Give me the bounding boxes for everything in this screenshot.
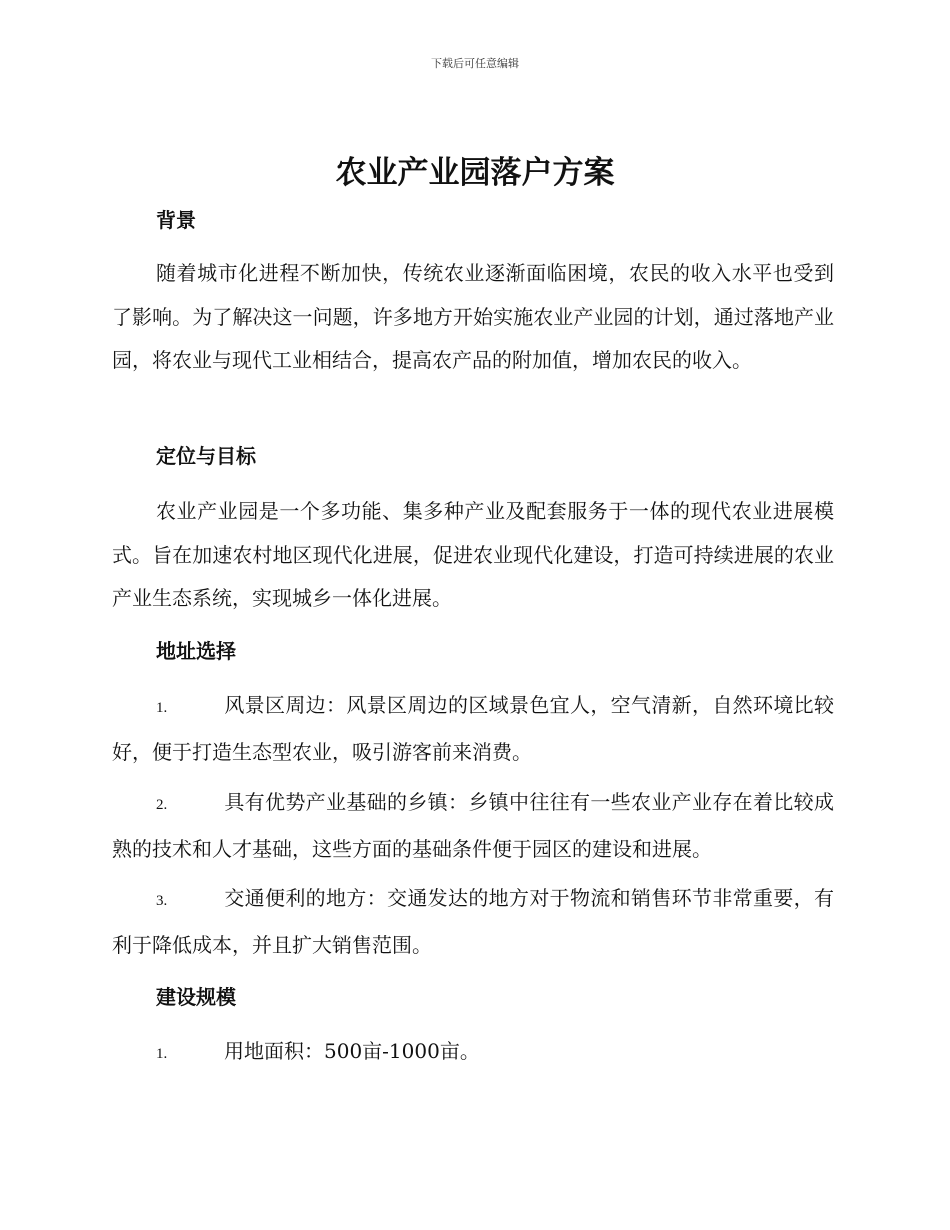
section-heading-background: 背景 [156,208,196,232]
list-item-number: 3. [156,893,168,909]
paragraph-background: 随着城市化进程不断加快，传统农业逐渐面临困境，农民的收入水平也受到了影响。为了解决这一问题，许多地方开始实施农业产业园的计划，通过落地产业园，将农业与现代工业相结合，提高农产品的附加值，增加农民的收入。 [112,261,834,372]
list-item-number: 1. [156,1046,168,1062]
list-item [112,684,834,774]
paragraph-positioning: 农业产业园是一个多功能、集多种产业及配套服务于一体的现代农业进展模式。旨在加速农村地区现代化进展，促进农业现代化建设，打造可持续进展的农业产业生态系统，实现城乡一体化进展。 [112,499,834,610]
section-heading-scale: 建设规模 [156,985,236,1009]
list-item [112,1030,834,1077]
document-title: 农业产业园落户方案 [335,155,615,191]
list-item [112,877,834,967]
list-item-text: 风景区周边：风景区周边的区域景色宜人，空气清新，自然环境比较好，便于打造生态型农业，吸引游客前来消费。 [112,693,834,764]
list-item-text: 用地面积：500亩-1000亩。 [224,1039,480,1063]
list-item-text: 具有优势产业基础的乡镇：乡镇中往往有一些农业产业存在着比较成熟的技术和人才基础，这些方面的基础条件便于园区的建设和进展。 [112,790,834,861]
list-item-number: 2. [156,797,168,813]
list-item-text: 交通便利的地方：交通发达的地方对于物流和销售环节非常重要，有利于降低成本，并且扩大销售范围。 [112,886,834,957]
list-item [112,781,834,871]
section-heading-positioning: 定位与目标 [156,444,256,468]
header-note: 下载后可任意编辑 [431,57,519,70]
section-heading-site-selection: 地址选择 [156,639,236,663]
list-item-number: 1. [156,700,168,716]
